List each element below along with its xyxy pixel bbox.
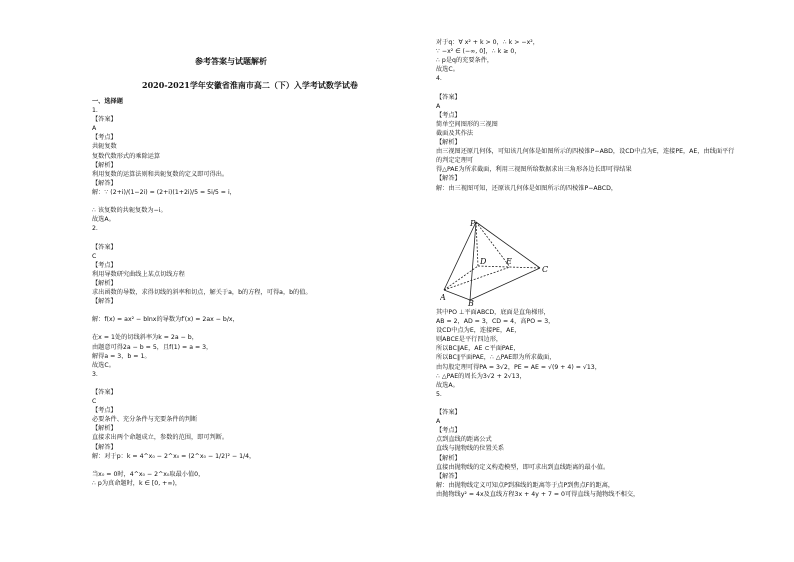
- text-line: 直接由抛物线的定义构造模型，即可求出到直线距离的最小值。: [436, 463, 610, 471]
- edge-AD: [444, 266, 478, 290]
- text-line: 【答案】: [436, 409, 461, 417]
- text-line: 【考点】: [92, 261, 117, 269]
- text-line: 的判定定理可: [436, 157, 474, 165]
- text-line: 【解析】: [92, 161, 117, 169]
- text-line: 对于q：∀ x² + k > 0，∴ k > −x²，: [436, 39, 539, 46]
- text-line: 【解答】: [436, 175, 461, 183]
- title-sub: 2020-2021学年安徽省淮南市高二（下）入学考试数学试卷: [142, 80, 358, 90]
- text-line: 5.: [436, 390, 442, 398]
- text-line: 由抛物线y² = 4x及直线方程3x + 4y + 7 = 0可得直线与抛物线不相交，: [436, 490, 640, 498]
- text-line: 由勾股定理可得PA = 3√2，PE = AE = √(9 + 4) = √13，: [436, 363, 601, 371]
- text-line: 【考点】: [436, 111, 461, 119]
- text-line: 1.: [92, 107, 98, 115]
- text-line: 必要条件、充分条件与充要条件的判断: [92, 416, 198, 424]
- text-line: 【解析】: [436, 454, 461, 462]
- text-line: 所以BC∥AE，AE ⊂平面PAE，: [436, 345, 520, 353]
- label-A: A: [440, 293, 446, 302]
- text-line: [92, 461, 392, 470]
- text-line: [92, 197, 392, 206]
- left-column: [92, 97, 392, 488]
- text-line: C: [92, 252, 97, 260]
- text-line: 截面及其作法: [436, 129, 474, 137]
- text-line: 其中PO ⊥平面ABCD，底面是直角梯形，: [436, 309, 550, 316]
- text-line: 解：对于p：k = 4^x₀ − 2^x₀ = (2^x₀ − 1/2)² − 1/4，: [92, 452, 256, 460]
- text-line: 【解答】: [92, 443, 117, 451]
- edge-BC: [470, 268, 540, 300]
- text-line: 2.: [92, 225, 98, 233]
- text-line: 解得a = 3，b = 1。: [92, 352, 151, 360]
- text-line: 由三视图还原几何体，可知该几何体是如图所示的四棱锥P−ABD，设CD中点为E，连接PE，AE，由线面平行: [436, 148, 735, 156]
- text-line: ∴ p是q的充要条件，: [436, 57, 494, 65]
- text-line: AB = 2，AD = 3，CD = 4，高PO = 3，: [436, 318, 555, 326]
- text-line: 解：∵ (2+i)/(1−2i) = (2+i)(1+2i)/5 = 5i/5 = i，: [92, 188, 236, 196]
- label-B: B: [468, 299, 474, 306]
- text-line: 当x₀ = 0时，4^x₀ − 2^x₀取最小值0，: [92, 470, 205, 478]
- text-line: 直接求出两个命题成立，参数的范围，即可判断。: [92, 434, 229, 442]
- text-line: 解：由抛物线定义可知点P到准线的距离等于点P到焦点F的距离，: [436, 481, 615, 489]
- text-line: 直线与抛物线的位置关系: [436, 445, 505, 453]
- text-line: 【解析】: [92, 279, 117, 287]
- text-line: [92, 324, 392, 333]
- text-line: 利用复数的运算法则和共轭复数的定义即可得出。: [92, 170, 229, 178]
- text-line: [92, 379, 392, 388]
- text-line: 3.: [92, 370, 98, 378]
- text-line: 所以BC∥平面PAE，∴ △PAE即为所求截面，: [436, 354, 556, 362]
- text-line: 【答案】: [92, 243, 117, 251]
- text-line: [436, 83, 736, 92]
- text-line: 【答案】: [92, 389, 117, 396]
- text-line: 【考点】: [436, 427, 461, 435]
- text-line: 【答案】: [92, 116, 117, 124]
- label-D: D: [480, 257, 487, 266]
- text-line: 由题意可得2a − b = 5，且f(1) = a = 3，: [92, 343, 213, 351]
- text-line: ∴ △PAE的周长为3√2 + 2√13，: [436, 372, 526, 380]
- text-line: ∴ p为真命题时，k ∈ [0, +∞)，: [92, 479, 182, 487]
- text-line: 故选A。: [92, 216, 115, 224]
- text-line: A: [92, 125, 97, 133]
- text-line: 解：f(x) = ax² − blnx的导数为f′(x) = 2ax − b/x，: [92, 316, 239, 324]
- text-line: ∵ −x² ∈ (−∞, 0]，∴ k ≥ 0，: [436, 48, 521, 56]
- text-line: [92, 233, 392, 242]
- text-line: A: [436, 418, 441, 426]
- text-line: 【解答】: [92, 179, 117, 187]
- text-line: 求出函数的导数，求得切线的斜率和切点，解关于a，b的方程，可得a，b的值。: [92, 288, 312, 296]
- text-line: 【解析】: [92, 425, 117, 433]
- text-line: 故选C。: [436, 66, 459, 74]
- text-line: A: [436, 102, 441, 110]
- right-column-bottom: [436, 308, 736, 499]
- text-line: 则ABCE是平行四边形，: [436, 336, 503, 344]
- label-E: E: [506, 257, 512, 266]
- text-line: 解：由三视图可知，还原该几何体是如图所示的四棱锥P−ABCD，: [436, 184, 618, 192]
- text-line: 【解析】: [436, 139, 461, 147]
- text-line: C: [92, 398, 97, 406]
- text-line: 共轭复数: [92, 143, 117, 151]
- edge-PD: [476, 222, 478, 266]
- text-line: [92, 306, 392, 315]
- text-line: 故选C。: [92, 361, 115, 369]
- text-line: [436, 399, 736, 408]
- right-column-top: [436, 38, 736, 193]
- text-line: 故选A。: [436, 381, 459, 389]
- text-line: 4.: [436, 75, 442, 83]
- text-line: 得△PAE为所求截面，利用三视图所给数据求出三角形各边长即可得结果: [436, 166, 632, 174]
- text-line: 复数代数形式的乘除运算: [92, 152, 161, 160]
- text-line: 简单空间图形的三视图: [436, 120, 498, 128]
- text-line: 【解答】: [92, 298, 117, 306]
- edge-AB: [444, 290, 470, 300]
- text-line: 在x = 1处的切线斜率为k = 2a − b，: [92, 334, 198, 342]
- label-P: P: [470, 219, 476, 228]
- text-line: 【答案】: [436, 93, 461, 101]
- text-line: 点到直线的距离公式: [436, 436, 492, 444]
- label-C: C: [542, 265, 549, 274]
- title-main: 参考答案与试题解析: [195, 56, 267, 66]
- edge-DC: [478, 266, 540, 268]
- text-line: 利用导数研究曲线上某点切线方程: [92, 270, 185, 278]
- text-line: ∴ 该复数的共轭复数为−i。: [92, 207, 167, 215]
- text-line: 一、选择题: [92, 98, 123, 105]
- text-line: 【考点】: [92, 407, 117, 415]
- text-line: 【解答】: [436, 472, 461, 480]
- text-line: 设CD中点为E，连接PE，AE，: [436, 327, 521, 335]
- text-line: 【考点】: [92, 134, 117, 142]
- pyramid-figure: [440, 218, 570, 306]
